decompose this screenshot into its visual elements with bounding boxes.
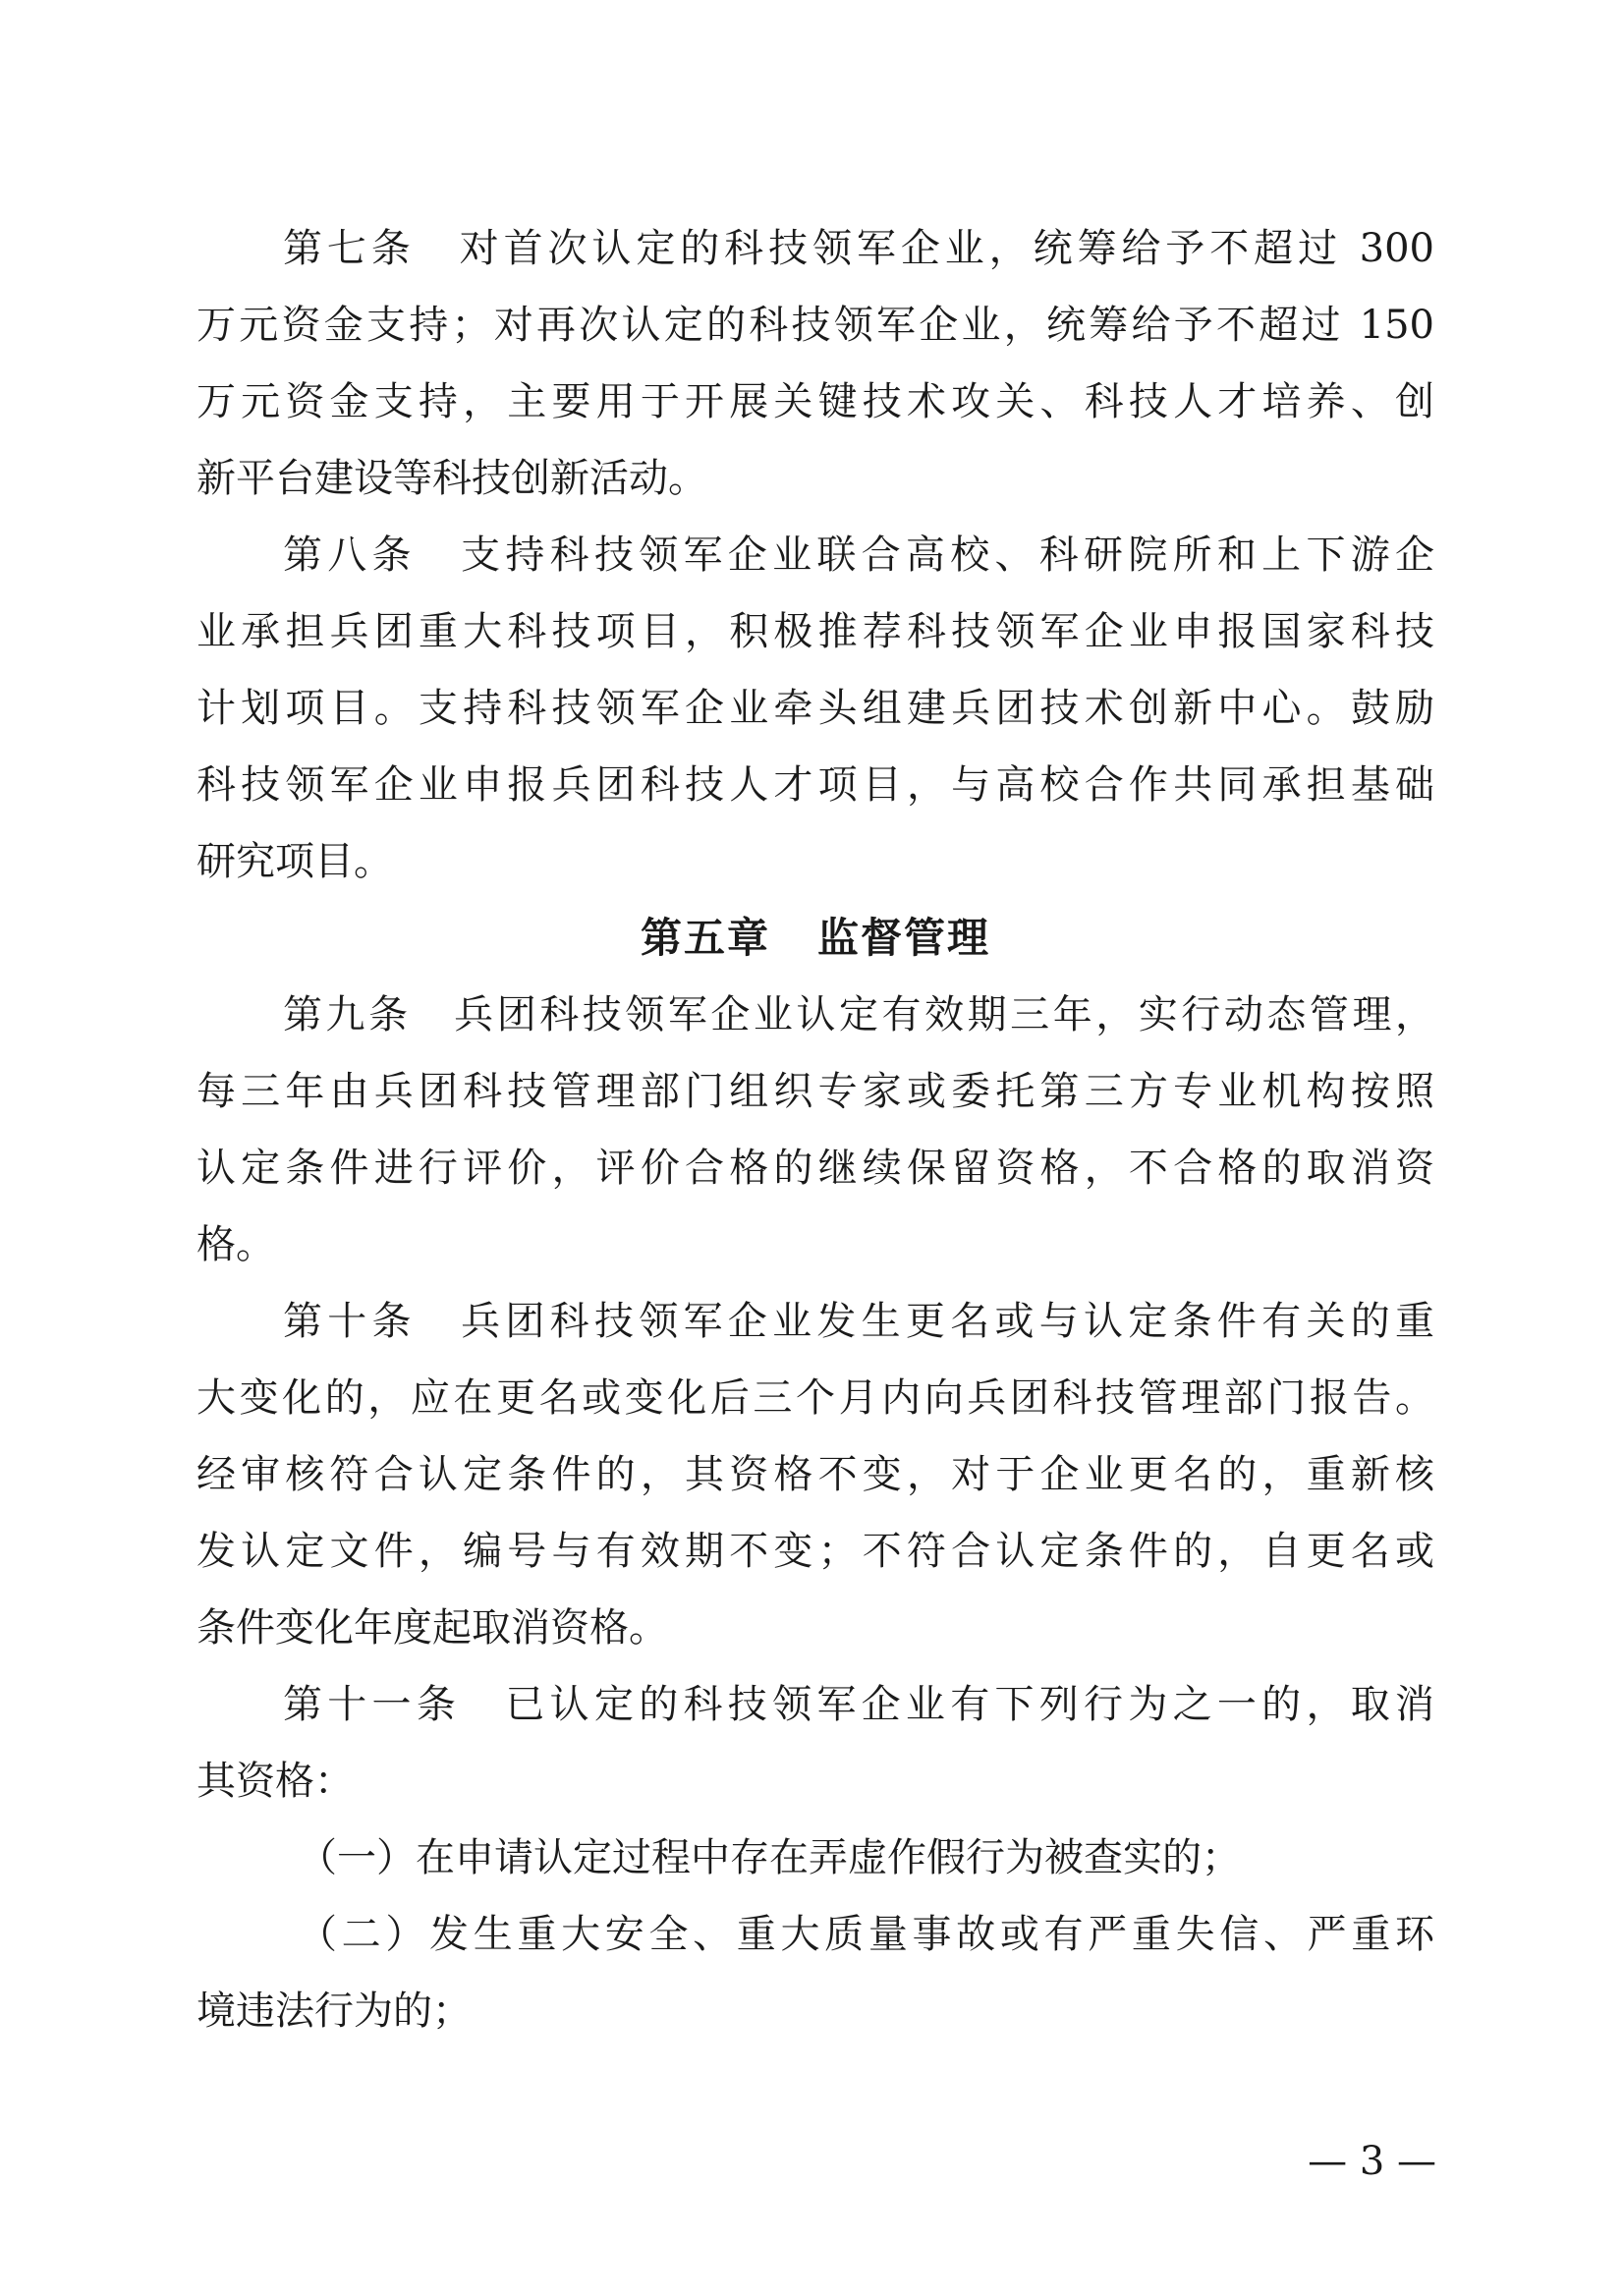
article-10-line-3: 经审核符合认定条件的，其资格不变，对于企业更名的，重新核 (196, 1452, 1434, 1497)
article-7-line-4: 新平台建设等科技创新活动。 (196, 456, 707, 501)
article-11-line-2: 其资格： (196, 1759, 354, 1804)
article-10-line-2: 大变化的，应在更名或变化后三个月内向兵团科技管理部门报告。 (196, 1375, 1434, 1421)
article-8-line-5: 研究项目。 (196, 839, 393, 884)
article-8-line-1: 第八条 支持科技领军企业联合高校、科研院所和上下游企 (283, 532, 1434, 578)
article-7-line-3: 万元资金支持，主要用于开展关键技术攻关、科技人才培养、创 (196, 379, 1434, 424)
article-11-item-1: （一）在申请认定过程中存在弄虚作假行为被查实的； (298, 1835, 1241, 1880)
article-7-line-1: 第七条 对首次认定的科技领军企业，统筹给予不超过 300 (283, 226, 1434, 271)
article-11-item-2-line-1: （二）发生重大安全、重大质量事故或有严重失信、严重环 (298, 1912, 1434, 1957)
article-8-line-3: 计划项目。支持科技领军企业牵头组建兵团技术创新中心。鼓励 (196, 686, 1434, 731)
article-10-line-4: 发认定文件，编号与有效期不变；不符合认定条件的，自更名或 (196, 1529, 1434, 1574)
article-11-item-2-line-2: 境违法行为的； (196, 1988, 472, 2034)
chapter-title: 监督管理 (817, 914, 991, 962)
article-9-line-3: 认定条件进行评价，评价合格的继续保留资格，不合格的取消资 (196, 1146, 1434, 1191)
article-10-line-5: 条件变化年度起取消资格。 (196, 1605, 668, 1651)
article-7-line-2: 万元资金支持；对再次认定的科技领军企业，统筹给予不超过 150 (196, 303, 1434, 348)
article-8-line-2: 业承担兵团重大科技项目，积极推荐科技领军企业申报国家科技 (196, 609, 1434, 654)
article-10-line-1: 第十条 兵团科技领军企业发生更名或与认定条件有关的重 (283, 1299, 1434, 1344)
page-number: — 3 — (1308, 2139, 1436, 2184)
article-11-line-1: 第十一条 已认定的科技领军企业有下列行为之一的，取消 (283, 1682, 1434, 1727)
chapter-heading (196, 900, 1434, 977)
article-8-line-4: 科技领军企业申报兵团科技人才项目，与高校合作共同承担基础 (196, 762, 1434, 808)
article-9-line-4: 格。 (196, 1222, 275, 1267)
chapter-number: 第五章 (640, 914, 770, 962)
article-9-line-1: 第九条 兵团科技领军企业认定有效期三年，实行动态管理， (283, 992, 1434, 1037)
article-9-line-2: 每三年由兵团科技管理部门组织专家或委托第三方专业机构按照 (196, 1069, 1434, 1114)
document-body (196, 210, 1434, 2049)
